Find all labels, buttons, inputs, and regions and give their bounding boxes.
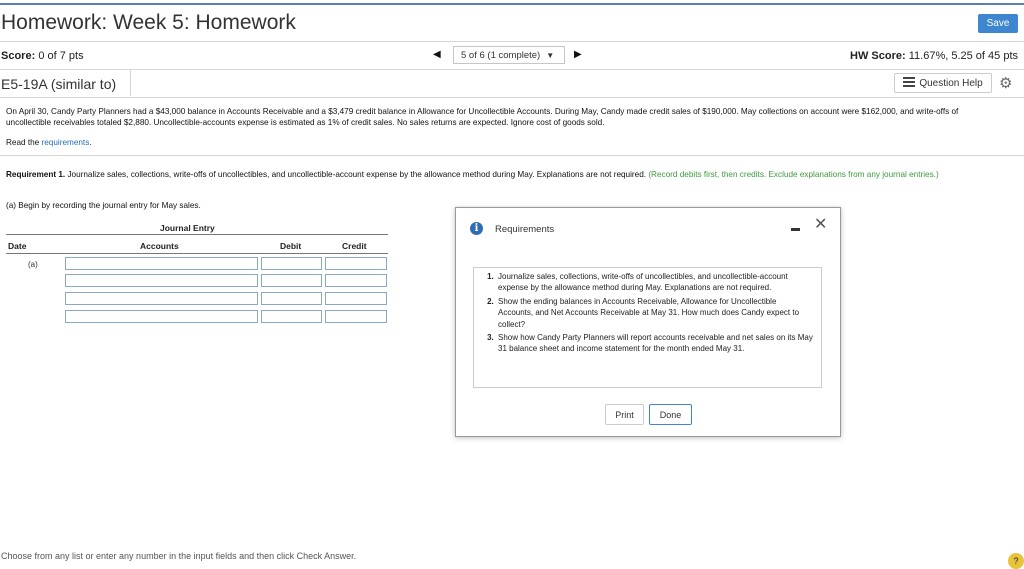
row-label: (a) <box>28 260 38 269</box>
credit-input-4[interactable] <box>325 310 387 323</box>
hw-score-value: 11.67%, 5.25 of 45 pts <box>908 50 1018 62</box>
print-button[interactable]: Print <box>605 404 644 425</box>
list-item: 3. Show how Candy Party Planners will report accounts receivable and net sales on its May 31 balance sheet and income statement for the month ended May 31. <box>496 332 813 355</box>
divider <box>0 155 1024 156</box>
gear-icon[interactable]: ⚙ <box>999 75 1013 92</box>
read-suffix: . <box>89 138 92 147</box>
next-question-icon[interactable]: ▶ <box>574 49 582 60</box>
close-icon[interactable]: ✕ <box>814 216 828 233</box>
problem-text: On April 30, Candy Party Planners had a $43,000 balance in Accounts Receivable and a $3,479 credit balance in Allowance for Uncollectible Accounts. During May, Candy made credit sales of $190,000. May collections on account were $162,000, and write-offs of uncollectible receivables totaled $2,880. Uncollectible-accounts expense is estimated as 1% of credit sales. No sales returns are expected. Ignore cost of goods sold. <box>6 107 959 127</box>
score <box>1 50 84 62</box>
score-label: Score: <box>1 50 36 62</box>
question-help-button[interactable] <box>894 73 992 93</box>
requirements-list <box>474 268 821 355</box>
list-item: 1. Journalize sales, collections, write-offs of uncollectibles, and uncollectible-account expense by the allowance method during May. Explanations are not required. <box>496 271 813 294</box>
page-title: Homework: Week 5: Homework <box>1 11 296 34</box>
list-item: 2. Show the ending balances in Accounts Receivable, Allowance for Uncollectible Accounts, and Net Accounts Receivable at May 31. How much does Candy expect to collect? <box>496 296 813 330</box>
requirement-body: Journalize sales, collections, write-offs of uncollectibles, and uncollectible-account expense by the allowance method during May. Explanations are not required. <box>67 170 647 179</box>
divider <box>0 69 1024 70</box>
debit-input-2[interactable] <box>261 274 322 287</box>
debit-input-3[interactable] <box>261 292 322 305</box>
debit-input-1[interactable] <box>261 257 322 270</box>
journal-title: Journal Entry <box>160 223 215 233</box>
chevron-down-icon: ▼ <box>546 50 555 60</box>
credit-input-3[interactable] <box>325 292 387 305</box>
debit-input-4[interactable] <box>261 310 322 323</box>
requirement-text <box>6 169 1006 180</box>
column-accounts: Accounts <box>140 241 179 251</box>
info-icon: i <box>470 222 483 235</box>
account-input-4[interactable] <box>65 310 258 323</box>
read-prefix: Read the <box>6 138 40 147</box>
part-a-instruction: (a) Begin by recording the journal entry for May sales. <box>6 201 201 210</box>
hw-score-label: HW Score: <box>850 50 906 62</box>
account-input-3[interactable] <box>65 292 258 305</box>
minimize-icon[interactable] <box>791 228 800 231</box>
credit-input-1[interactable] <box>325 257 387 270</box>
column-credit: Credit <box>342 241 367 251</box>
divider <box>130 70 131 96</box>
previous-question-icon[interactable]: ◀ <box>433 49 441 60</box>
requirements-link[interactable]: requirements <box>41 138 90 147</box>
list-icon <box>903 77 915 90</box>
requirement-note: (Record debits first, then credits. Exclude explanations from any journal entries.) <box>648 170 939 179</box>
divider <box>0 41 1024 42</box>
account-input-2[interactable] <box>65 274 258 287</box>
column-date: Date <box>8 241 27 251</box>
dialog-title: Requirements <box>495 224 555 235</box>
journal-rule <box>6 234 388 235</box>
read-requirements-line <box>6 138 92 147</box>
score-value: 0 of 7 pts <box>38 50 84 62</box>
top-accent-line <box>0 3 1024 5</box>
question-selector[interactable] <box>453 46 565 64</box>
requirement-label: Requirement 1. <box>6 170 66 179</box>
help-icon[interactable]: ? <box>1008 553 1024 569</box>
footer-instruction: Choose from any list or enter any number in the input fields and then click Check Answer. <box>1 551 357 561</box>
question-position: 5 of 6 (1 complete) <box>461 49 541 61</box>
question-id: E5-19A (similar to) <box>1 76 117 92</box>
question-help-label: Question Help <box>919 77 983 89</box>
journal-rule <box>6 253 388 254</box>
column-debit: Debit <box>280 241 302 251</box>
hw-score <box>850 50 1018 62</box>
credit-input-2[interactable] <box>325 274 387 287</box>
requirements-dialog <box>455 207 841 437</box>
save-button[interactable]: Save <box>978 14 1018 33</box>
divider <box>0 97 1024 98</box>
done-button[interactable]: Done <box>649 404 692 425</box>
requirements-list-box <box>473 267 822 388</box>
account-input-1[interactable] <box>65 257 258 270</box>
